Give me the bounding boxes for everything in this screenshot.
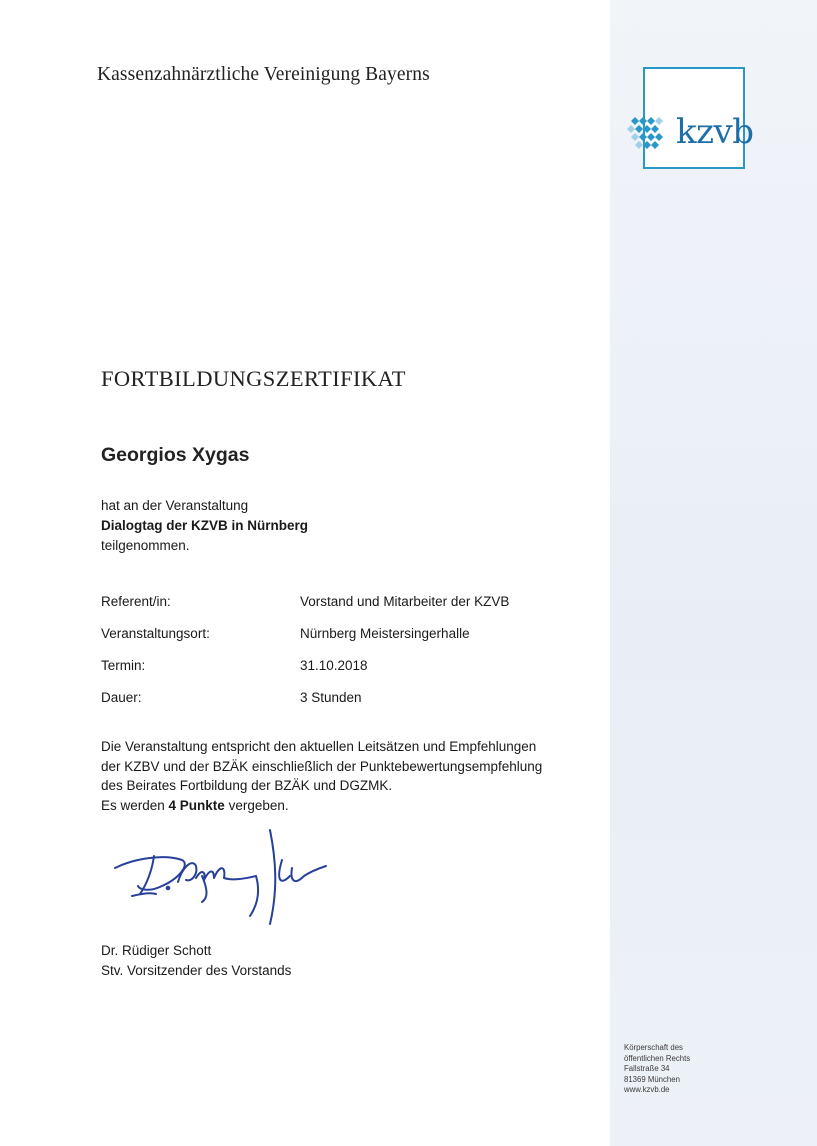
- points-line: [101, 796, 581, 816]
- website-link: www.kzvb.de: [624, 1085, 670, 1094]
- sidebar-band: [610, 0, 817, 1146]
- logo-text: kzvb: [676, 112, 754, 152]
- detail-label: Dauer:: [101, 690, 142, 705]
- detail-label: Veranstaltungsort:: [101, 626, 210, 641]
- address-line: Fallstraße 34: [624, 1064, 670, 1073]
- event-name: Dialogtag der KZVB in Nürnberg: [101, 518, 309, 533]
- organization-name: Kassenzahnärztliche Vereinigung Bayerns: [97, 64, 430, 85]
- certificate-title: FORTBILDUNGSZERTIFIKAT: [101, 366, 406, 391]
- detail-value: Vorstand und Mitarbeiter der KZVB: [300, 594, 510, 609]
- statement-line: Die Veranstaltung entspricht den aktuellen Leitsätzen und Empfehlungen: [101, 739, 537, 754]
- points-prefix: Es werden: [101, 797, 169, 813]
- detail-value: 31.10.2018: [300, 658, 368, 673]
- detail-value: 3 Stunden: [300, 690, 362, 705]
- signer-name: Dr. Rüdiger Schott: [101, 943, 212, 958]
- address-line: Körperschaft des: [624, 1043, 683, 1052]
- points-value: 4 Punkte: [168, 797, 225, 813]
- kzvb-logo: [643, 67, 754, 169]
- address-line: öffentlichen Rechts: [624, 1053, 691, 1063]
- address-line: 81369 München: [624, 1074, 680, 1084]
- accreditation-statement: [101, 737, 581, 815]
- detail-value: Nürnberg Meistersingerhalle: [300, 626, 470, 641]
- recipient-name: Georgios Xygas: [101, 444, 250, 466]
- intro-line: hat an der Veranstaltung: [101, 498, 249, 513]
- intro-line: teilgenommen.: [101, 538, 190, 553]
- diamond-pattern-icon: [625, 113, 673, 157]
- participation-text: [101, 496, 308, 556]
- signer-role: Stv. Vorsitzender des Vorstands: [101, 963, 292, 978]
- statement-line: der KZBV und der BZÄK einschließlich der Punktebewertungsempfehlung: [101, 758, 543, 774]
- handwritten-signature: [110, 820, 340, 930]
- detail-label: Termin:: [101, 658, 146, 673]
- address-block: [624, 1043, 690, 1096]
- statement-line: des Beirates Fortbildung der BZÄK und DGZMK.: [101, 778, 393, 793]
- points-suffix: vergeben.: [224, 797, 289, 813]
- signer-block: [101, 941, 291, 981]
- detail-label: Referent/in:: [101, 594, 171, 609]
